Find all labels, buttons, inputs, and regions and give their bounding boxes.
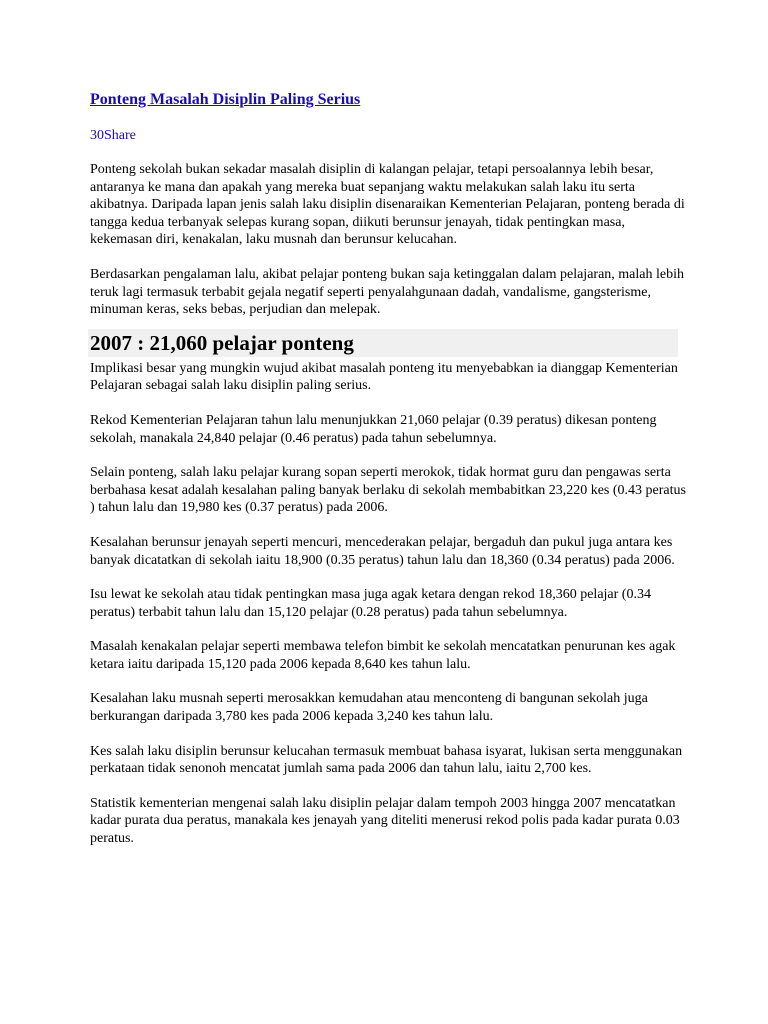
body-paragraph-3: Selain ponteng, salah laku pelajar kurang sopan seperti merokok, tidak hormat guru dan pengawas serta berbahasa kesat adalah kesalahan paling banyak berlaku di sekolah membabitkan 23,220 kes (0.43 peratus ) tahun lalu dan 19,980 kes (0.37 peratus) pada 2006. [90, 465, 686, 516]
subheading: 2007 : 21,060 pelajar ponteng [90, 330, 354, 355]
share-wrap [90, 110, 690, 145]
body-paragraph-6: Masalah kenakalan pelajar seperti membawa telefon bimbit ke sekolah mencatatkan penurunan kes agak ketara iaitu daripada 15,120 pada 2006 kepada 8,640 kes tahun lalu. [90, 639, 676, 672]
body-paragraph-4: Kesalahan berunsur jenayah seperti mencuri, mencederakan pelajar, bergaduh dan pukul juga antara kes banyak dicatatkan di sekolah iaitu 18,900 (0.35 peratus) tahun lalu dan 18,360 (0.34 peratus) pada 2006. [90, 534, 675, 568]
intro-paragraph-1: Ponteng sekolah bukan sekadar masalah disiplin di kalangan pelajar, tetapi persoalannya lebih besar, antaranya ke mana dan apakah yang mereka buat sepanjang waktu melakukan salah laku itu serta akibatnya. Daripada lapan jenis salah laku disiplin disenaraikan Kementerian Pelajaran, ponteng berada di tangga kedua terbanyak selepas kurang sopan, diikuti berunsur jenayah, tidak pentingkan masa, kekemasan diri, kenakalan, laku musnah dan berunsur kelucahan. [90, 162, 685, 248]
body-paragraph-5: Isu lewat ke sekolah atau tidak pentingkan masa juga agak ketara dengan rekod 18,360 pelajar (0.34 peratus) terbabit tahun lalu dan 15,120 pelajar (0.28 peratus) pada tahun sebelumnya. [90, 587, 651, 620]
article [90, 90, 690, 848]
body-paragraph-8: Kes salah laku disiplin berunsur kelucahan termasuk membuat bahasa isyarat, lukisan serta menggunakan perkataan tidak senonoh mencatat jumlah sama pada 2006 dan tahun lalu, iaitu 2,700 kes. [90, 743, 683, 777]
subheading-bar [88, 329, 678, 357]
share-link[interactable]: 30Share [90, 128, 136, 143]
body-paragraph-9: Statistik kementerian mengenai salah laku disiplin pelajar dalam tempoh 2003 hingga 2007 mencatatkan kadar purata dua peratus, manakala kes jenayah yang diteliti menerusi rekod polis pada kadar purata 0.03 peratus. [90, 795, 680, 847]
intro-paragraph-2: Berdasarkan pengalaman lalu, akibat pelajar ponteng bukan saja ketinggalan dalam pelajaran, malah lebih teruk lagi termasuk terbabit gejala negatif seperti penyalahgunaan dadah, vandalisme, gangsterisme, minuman keras, seks bebas, perjudian dan melepak. [90, 266, 684, 318]
body-paragraph-1: Implikasi besar yang mungkin wujud akibat masalah ponteng itu menyebabkan ia dianggap Kementerian Pelajaran sebagai salah laku disiplin paling serius. [90, 360, 678, 394]
article-title-wrap [90, 90, 690, 110]
body-paragraph-2: Rekod Kementerian Pelajaran tahun lalu menunjukkan 21,060 pelajar (0.39 peratus) dikesan ponteng sekolah, manakala 24,840 pelajar (0.46 peratus) pada tahun sebelumnya. [90, 412, 657, 446]
article-title-link[interactable]: Ponteng Masalah Disiplin Paling Serius [90, 91, 361, 108]
body-paragraph-7: Kesalahan laku musnah seperti merosakkan kemudahan atau menconteng di bangunan sekolah juga berkurangan daripada 3,780 kes pada 2006 kepada 3,240 kes tahun lalu. [90, 691, 648, 725]
